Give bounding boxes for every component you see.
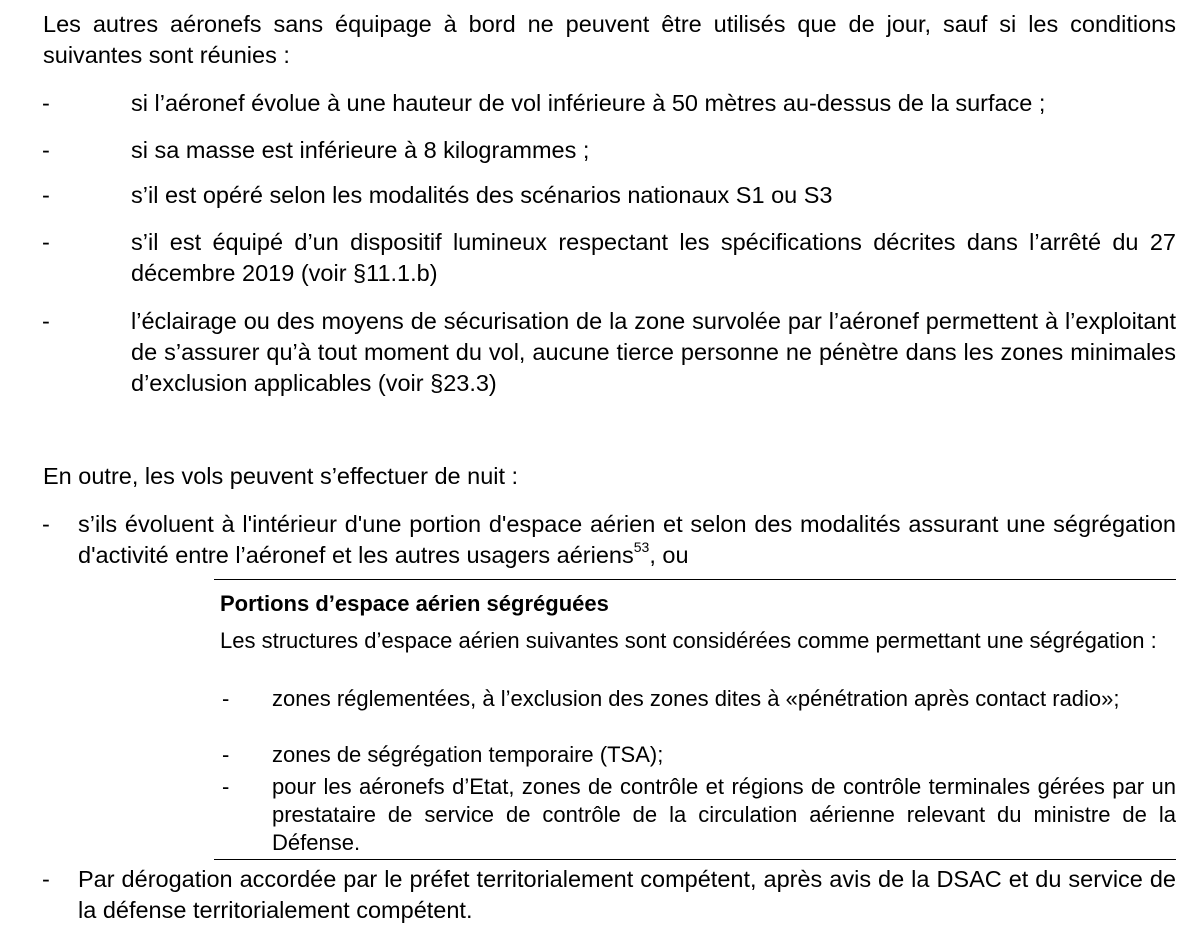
night-item-text-suffix: , ou bbox=[649, 542, 689, 568]
box-item-text: pour les aéronefs d’Etat, zones de contrôle et régions de contrôle terminales gérées par un prestataire de service de contrôle de la circulation aérienne relevant du ministre de la Défense. bbox=[272, 774, 1176, 855]
condition-text: s’il est opéré selon les modalités des scénarios nationaux S1 ou S3 bbox=[131, 182, 833, 208]
list-dash: - bbox=[42, 511, 50, 537]
box-intro: Les structures d’espace aérien suivantes sont considérées comme permettant une ségrégation : bbox=[220, 628, 1157, 653]
condition-text: s’il est équipé d’un dispositif lumineux respectant les spécifications décrites dans l’arrêté du 27 décembre 2019 (voir §11.1.b) bbox=[131, 229, 1176, 286]
footnote-reference[interactable]: 53 bbox=[633, 539, 650, 556]
list-dash: - bbox=[42, 866, 50, 892]
box-item-text: zones de ségrégation temporaire (TSA); bbox=[272, 742, 664, 767]
night-item-text bbox=[78, 509, 1176, 571]
intro-paragraph: Les autres aéronefs sans équipage à bord ne peuvent être utilisés que de jour, sauf si les conditions suivantes sont réunies : bbox=[43, 11, 1176, 68]
condition-text: l’éclairage ou des moyens de sécurisation de la zone survolée par l’aéronef permettent à l’exploitant de s’assurer qu’à tout moment du vol, aucune tierce personne ne pénètre dans les zones minimales d’exclusion applicables (voir §23.3) bbox=[131, 308, 1176, 396]
list-dash: - bbox=[222, 774, 230, 799]
list-dash: - bbox=[42, 90, 50, 116]
list-dash: - bbox=[222, 742, 230, 767]
box-title: Portions d’espace aérien ségréguées bbox=[220, 591, 609, 616]
segregated-airspace-box bbox=[214, 579, 1176, 860]
condition-text: si l’aéronef évolue à une hauteur de vol inférieure à 50 mètres au-dessus de la surface ; bbox=[131, 90, 1046, 116]
night-intro-paragraph: En outre, les vols peuvent s’effectuer de nuit : bbox=[43, 463, 519, 489]
condition-text: si sa masse est inférieure à 8 kilogrammes ; bbox=[131, 137, 590, 163]
list-dash: - bbox=[222, 686, 230, 711]
night-item-text: Par dérogation accordée par le préfet territorialement compétent, après avis de la DSAC et du service de la défense territorialement compétent. bbox=[78, 866, 1176, 923]
list-dash: - bbox=[42, 137, 50, 163]
box-item-text: zones réglementées, à l’exclusion des zones dites à «pénétration après contact radio»; bbox=[272, 686, 1120, 711]
night-item-text-body: s’ils évoluent à l'intérieur d'une portion d'espace aérien et selon des modalités assurant une ségrégation d'activité entre l’aéronef et les autres usagers aériens bbox=[78, 511, 1176, 568]
list-dash: - bbox=[42, 229, 50, 255]
list-dash: - bbox=[42, 308, 50, 334]
list-dash: - bbox=[42, 182, 50, 208]
